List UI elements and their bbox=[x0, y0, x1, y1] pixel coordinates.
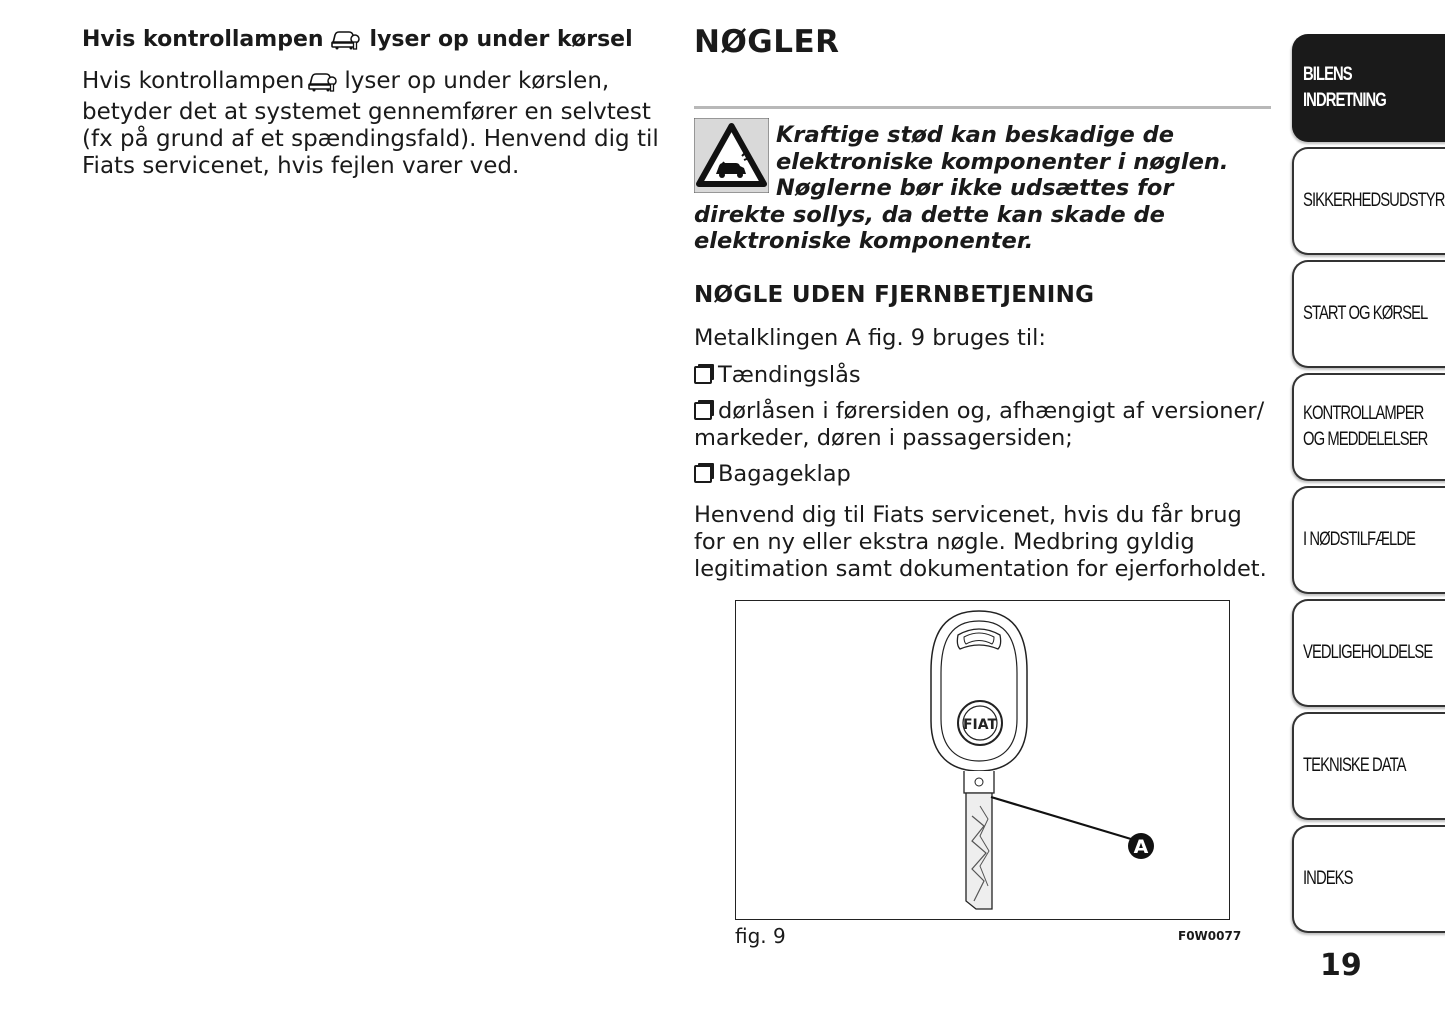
checkbox-bullet-icon bbox=[694, 366, 712, 384]
tab-bilens-indretning[interactable] bbox=[1292, 34, 1445, 142]
para-text-before: Hvis kontrollampen bbox=[82, 68, 305, 94]
callout-label: A bbox=[1133, 836, 1149, 858]
logo-text: FIAT bbox=[962, 717, 998, 733]
tab-label: SIKKERHEDSUDSTYR bbox=[1303, 190, 1445, 211]
warning-text bbox=[694, 122, 1268, 255]
tab-vedligeholdelse[interactable] bbox=[1292, 599, 1445, 707]
subsection-heading bbox=[82, 26, 633, 56]
key-illustration bbox=[736, 601, 1229, 919]
checkbox-bullet-icon bbox=[694, 465, 712, 483]
list-item-text: dørlåsen i førersiden og, afhængigt af versioner/ markeder, døren i passagersiden; bbox=[694, 398, 1265, 451]
warning-text-content: Kraftige stød kan beskadige de elektroniske komponenter i nøglen. Nøglerne bør ikke udsættes for direkte sollys, da dette kan skade de elektroniske komponenter. bbox=[694, 122, 1229, 254]
tab-kontrollamper[interactable] bbox=[1292, 373, 1445, 481]
tab-label: VEDLIGEHOLDELSE bbox=[1303, 642, 1433, 663]
tab-indeks[interactable] bbox=[1292, 825, 1445, 933]
checkbox-bullet-icon bbox=[694, 402, 712, 420]
tab-start-og-koersel[interactable] bbox=[1292, 260, 1445, 368]
intro-text: Metalklingen A fig. 9 bruges til: bbox=[694, 325, 1046, 351]
car-key-lamp-icon bbox=[307, 68, 341, 99]
figure-code: F0W0077 bbox=[1178, 929, 1242, 943]
tab-tekniske-data[interactable] bbox=[1292, 712, 1445, 820]
para-text-after: lyser op under kørslen, betyder det at systemet gennemfører en selvtest (fx på grund af et spændingsfald). Henvend dig til Fiats servicenet, hvis fejlen varer ved. bbox=[82, 68, 659, 179]
list-item-text: Tændingslås bbox=[718, 362, 861, 388]
section-divider bbox=[694, 106, 1271, 109]
tab-label: TEKNISKE DATA bbox=[1303, 755, 1406, 776]
tab-label: INDEKS bbox=[1303, 868, 1353, 889]
tab-label: BILENS INDRETNING bbox=[1303, 64, 1386, 111]
key-figure bbox=[735, 600, 1230, 920]
tab-label: START OG KØRSEL bbox=[1303, 303, 1428, 324]
heading-text-before: Hvis kontrollampen bbox=[82, 27, 324, 52]
tab-label: KONTROLLAMPER OG MEDDELELSER bbox=[1303, 403, 1428, 450]
list-item bbox=[694, 398, 1269, 452]
tab-sikkerhedsudstyr[interactable] bbox=[1292, 147, 1445, 255]
tab-noedstilfaelde[interactable] bbox=[1292, 486, 1445, 594]
page-number: 19 bbox=[1320, 948, 1362, 983]
list-item bbox=[694, 362, 1269, 389]
lamp-explanation-paragraph bbox=[82, 68, 662, 180]
figure-caption: fig. 9 bbox=[735, 924, 786, 948]
car-key-lamp-icon bbox=[330, 26, 364, 56]
tab-label: I NØDSTILFÆLDE bbox=[1303, 529, 1416, 550]
heading-text-after: lyser op under kørsel bbox=[369, 27, 633, 52]
subheading-key-without-remote: NØGLE UDEN FJERNBETJENING bbox=[694, 282, 1095, 308]
list-item bbox=[694, 461, 1269, 488]
closing-paragraph: Henvend dig til Fiats servicenet, hvis du får brug for en ny eller ekstra nøgle. Medbring gyldig legitimation samt dokumentation for ejerforholdet. bbox=[694, 502, 1267, 582]
section-title: NØGLER bbox=[694, 24, 840, 60]
list-item-text: Bagageklap bbox=[718, 461, 851, 487]
